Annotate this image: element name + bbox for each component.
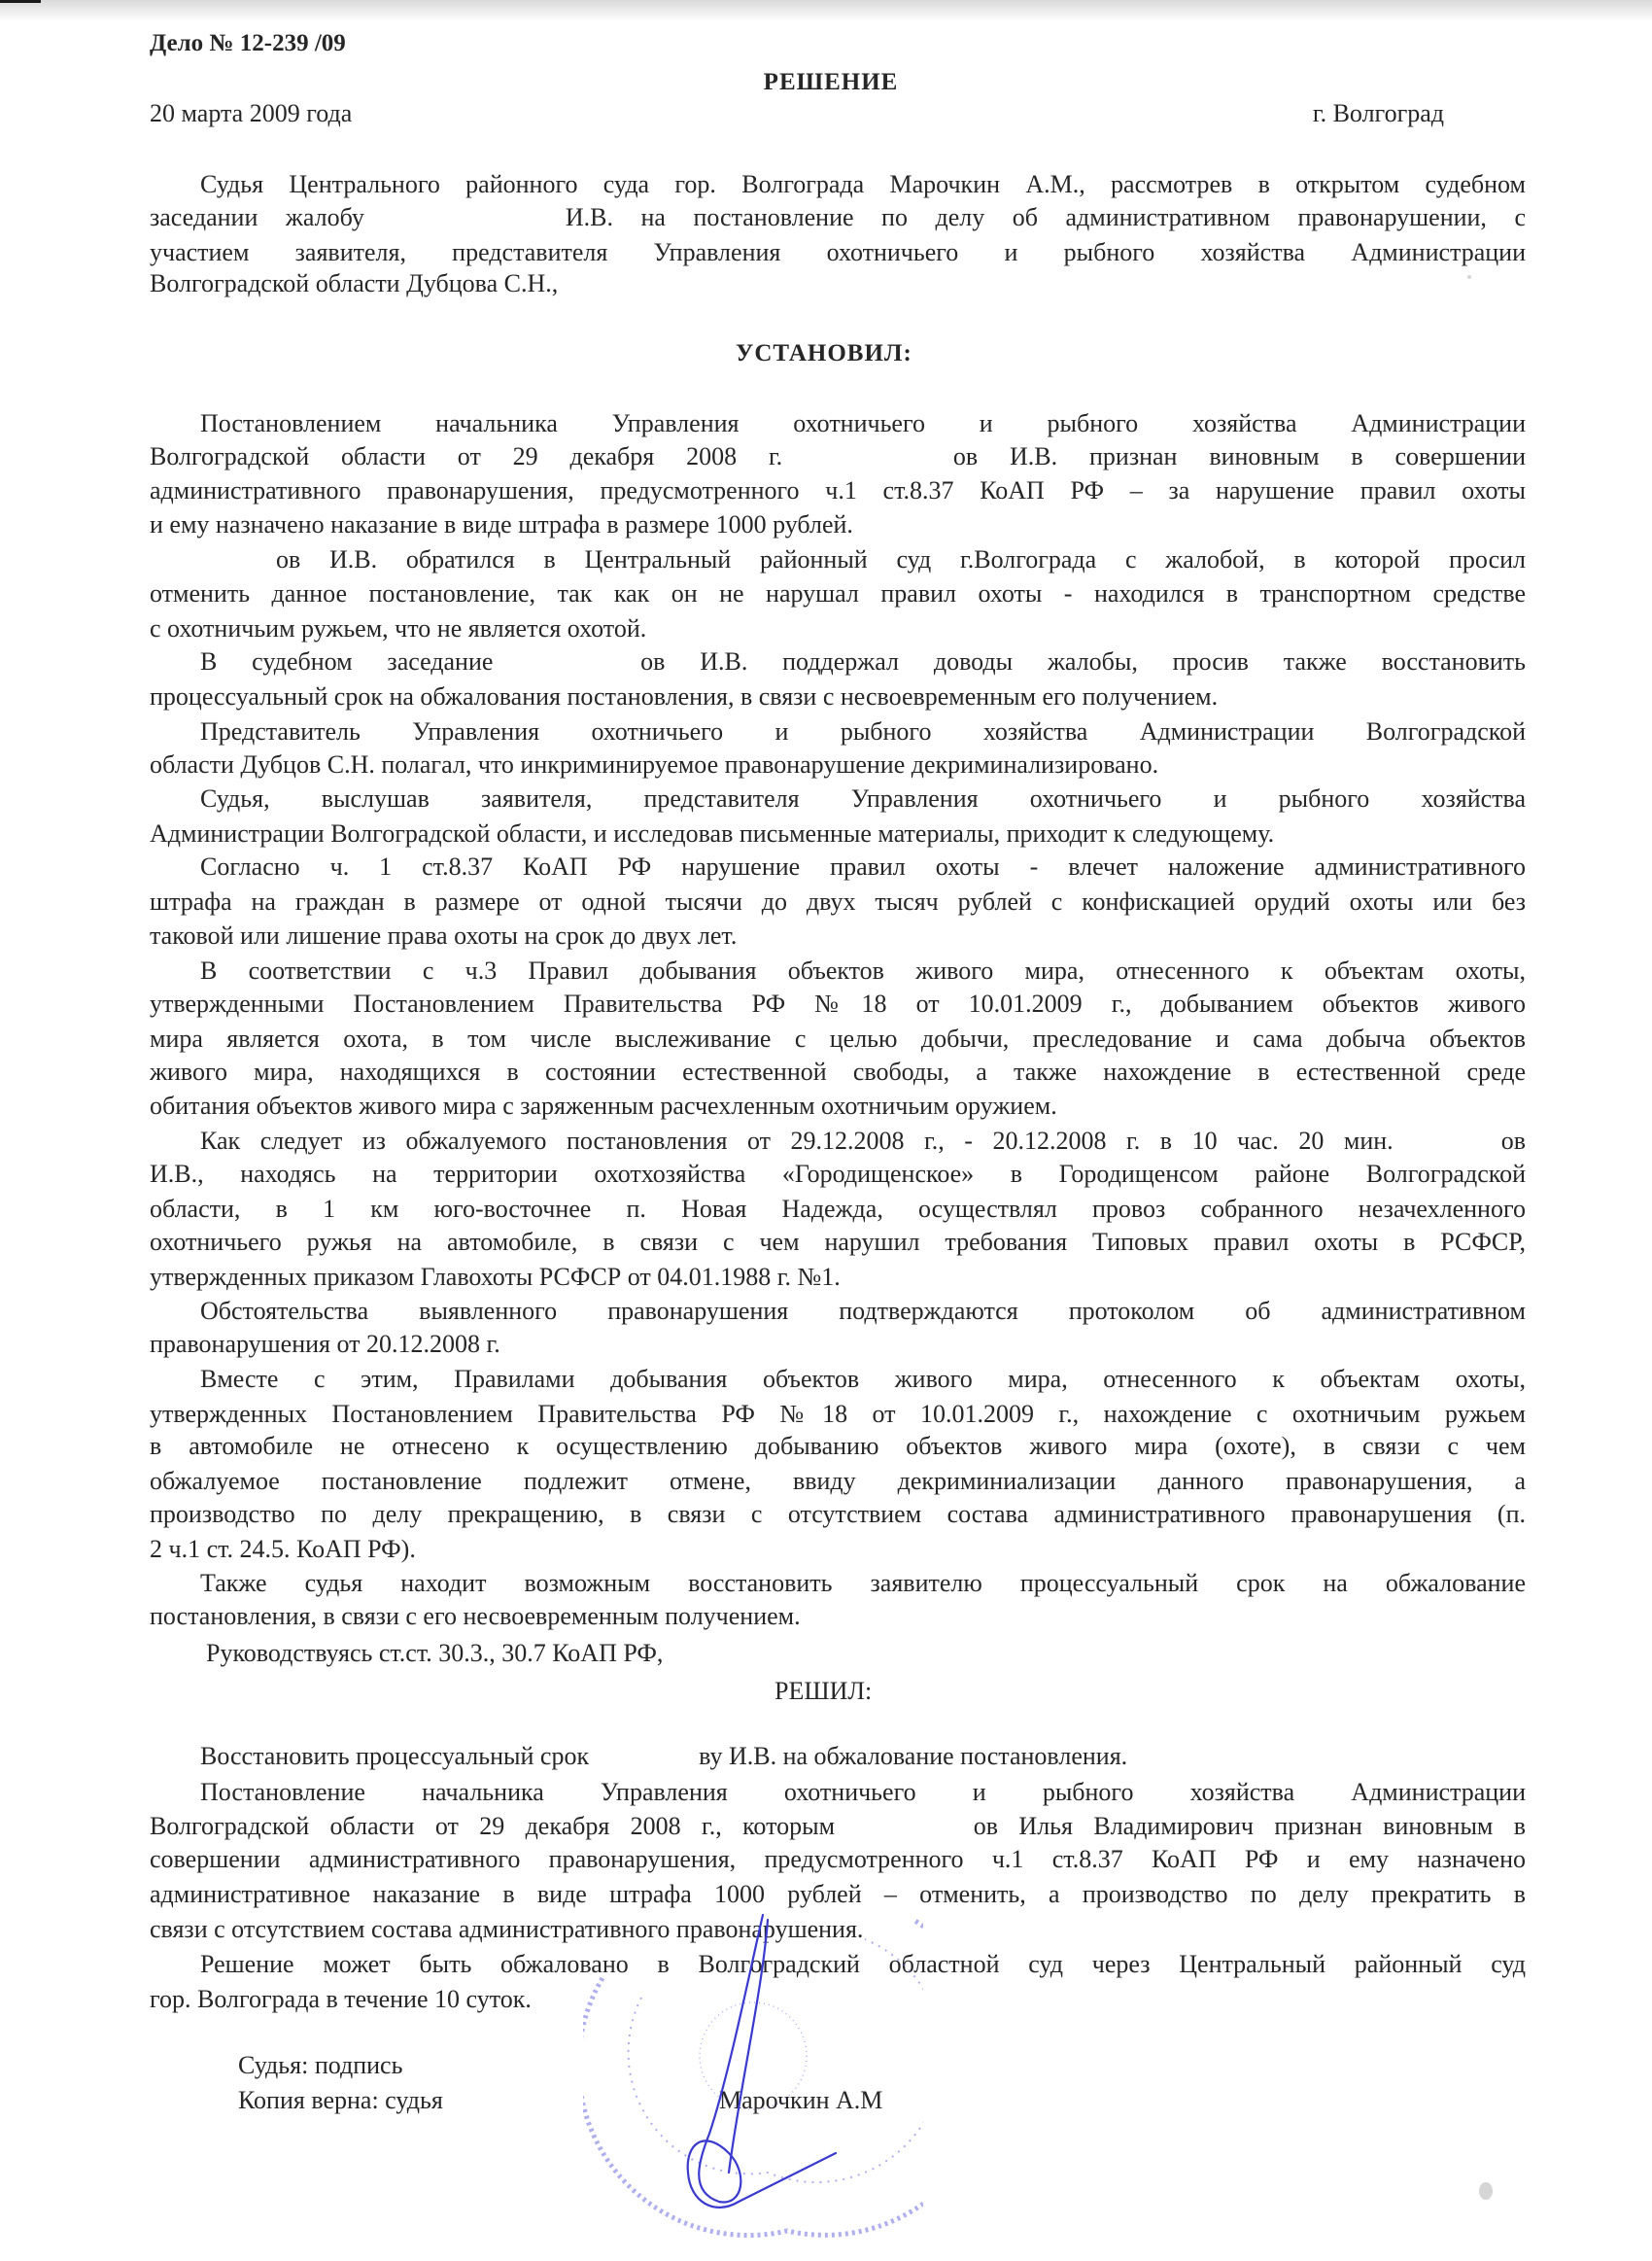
established-line: обжалуемое постановление подлежит отмене, ввиду декриминиализации данного правонарушения, а bbox=[150, 1467, 1526, 1495]
text-fragment: ов bbox=[1500, 1127, 1527, 1155]
decided-line: Решение может быть обжаловано в Волгоградский областной суд через Центральный районный суд bbox=[200, 1950, 1526, 1978]
scan-top-shadow bbox=[0, 0, 1652, 21]
established-line: обитания объектов живого мира с заряженным расчехленным охотничьим оружием. bbox=[150, 1092, 1057, 1120]
established-line: процессуальный срок на обжалования постановления, в связи с несвоевременным его получением. bbox=[150, 682, 1219, 711]
established-line: утвержденных Постановлением Правительства РФ №18 от 10.01.2009 г., нахождение с охотничьим ружьем bbox=[150, 1400, 1526, 1428]
seal-inner-ring bbox=[629, 1939, 923, 2182]
intro-line: участием заявителя, представителя Управления охотничьего и рыбного хозяйства Администрации bbox=[150, 238, 1526, 266]
seal-outer-ring bbox=[583, 1920, 923, 2236]
judge-name: Марочкин А.М bbox=[719, 2086, 883, 2114]
established-line: Руководствуясь ст.ст. 30.3., 30.7 КоАП РФ, bbox=[206, 1639, 664, 1667]
established-line: Администрации Волгоградской области, и исследовав письменные материалы, приходит к следующему. bbox=[150, 819, 1275, 848]
court-seal-stamp bbox=[583, 1881, 923, 2241]
established-line: утвержденных приказом Главохоты РСФСР от 04.01.1988 г. №1. bbox=[150, 1263, 841, 1291]
text-fragment: Как следует из обжалуемого постановления от 29.12.2008 г., - 20.12.2008 г. в 10 час. 20 мин. bbox=[200, 1127, 1394, 1155]
established-line: штрафа на граждан в размере от одной тысячи до двух тысяч рублей с конфискацией орудий охоты или без bbox=[150, 887, 1526, 916]
document-title: РЕШЕНИЕ bbox=[763, 69, 899, 95]
established-line: Вместе с этим, Правилами добывания объектов живого мира, отнесенного к объектам охоты, bbox=[200, 1365, 1526, 1393]
established-line: Обстоятельства выявленного правонарушения подтверждаются протоколом об административном bbox=[200, 1297, 1526, 1325]
seal-emblem bbox=[700, 2002, 807, 2109]
text-fragment: ов Илья Владимирович признан виновным в bbox=[973, 1812, 1527, 1840]
text-fragment: ву И.В. на обжалование постановления. bbox=[699, 1742, 1128, 1770]
intro-line bbox=[150, 203, 1526, 232]
established-line: охотничьего ружья на автомобиле, в связи с чем нарушил требования Типовых правил охоты в РСФСР, bbox=[150, 1228, 1526, 1256]
established-line: И.В., находясь на территории охотхозяйства «Городищенское» в Городищенсом районе Волгоградской bbox=[150, 1160, 1526, 1188]
text-fragment: И.В. на постановление по делу об административном правонарушении, с bbox=[565, 203, 1526, 231]
text-fragment: В судебном заседание bbox=[200, 647, 494, 676]
decided-line bbox=[150, 1812, 1526, 1841]
decision-city: г. Волгоград bbox=[1312, 99, 1444, 127]
established-line: правонарушения от 20.12.2008 г. bbox=[150, 1330, 500, 1358]
case-number: Дело № 12-239 /09 bbox=[150, 30, 346, 56]
text-fragment: Восстановить процессуальный срок bbox=[200, 1742, 590, 1770]
established-line: В соответствии с ч.3 Правил добывания объектов живого мира, отнесенного к объектам охоты, bbox=[200, 957, 1526, 985]
text-fragment: заседании жалобу bbox=[150, 203, 364, 231]
established-line: утвержденными Постановлением Правительства РФ №18 от 10.01.2009 г., добыванием объектов живого bbox=[150, 990, 1526, 1018]
established-line bbox=[200, 647, 1526, 677]
established-line: отменить данное постановление, так как он не нарушал правил охоты - находился в транспортном средстве bbox=[150, 579, 1526, 608]
decision-date: 20 марта 2009 года bbox=[150, 99, 353, 127]
intro-line: Волгоградской области Дубцова С.Н., bbox=[150, 269, 559, 297]
judge-signature-label: Судья: подпись bbox=[238, 2051, 403, 2079]
text-fragment: ов И.В. признан виновным в совершении bbox=[952, 442, 1527, 470]
scan-corner-mark bbox=[0, 0, 41, 3]
copy-certified-label: Копия верна: судья bbox=[238, 2086, 443, 2114]
established-line: административного правонарушения, предусмотренного ч.1 ст.8.37 КоАП РФ – за нарушение правил охоты bbox=[150, 476, 1526, 504]
established-line: с охотничьим ружьем, что не является охотой. bbox=[150, 614, 647, 643]
text-fragment: Волгоградской области от 29 декабря 2008 г. bbox=[150, 442, 783, 470]
established-line: и ему назначено наказание в виде штрафа в размере 1000 рублей. bbox=[150, 510, 853, 539]
scan-artifact bbox=[1467, 275, 1471, 279]
established-line: Согласно ч. 1 ст.8.37 КоАП РФ нарушение правил охоты - влечет наложение административного bbox=[200, 852, 1526, 881]
scan-artifact bbox=[1479, 2182, 1493, 2200]
established-line: производство по делу прекращению, в связи с отсутствием состава административного правонарушения (п. bbox=[150, 1500, 1526, 1528]
established-line: Постановлением начальника Управления охотничьего и рыбного хозяйства Администрации bbox=[200, 409, 1526, 437]
established-line: таковой или лишение права охоты на срок до двух лет. bbox=[150, 922, 738, 950]
established-line bbox=[200, 1127, 1526, 1156]
decided-line: связи с отсутствием состава административного правонарушения. bbox=[150, 1915, 864, 1943]
established-line: Судья, выслушав заявителя, представителя Управления охотничьего и рыбного хозяйства bbox=[200, 784, 1526, 813]
established-line bbox=[150, 442, 1526, 471]
decided-heading: РЕШИЛ: bbox=[774, 1677, 873, 1705]
decided-line: гор. Волгограда в течение 10 суток. bbox=[150, 1985, 532, 2013]
decided-line: совершении административного правонарушения, предусмотренного ч.1 ст.8.37 КоАП РФ и ему назначено bbox=[150, 1845, 1526, 1873]
established-line: Также судья находит возможным восстановить заявителю процессуальный срок на обжалование bbox=[200, 1569, 1526, 1597]
text-fragment: Волгоградской области от 29 декабря 2008 г., которым bbox=[150, 1812, 836, 1840]
intro-line: Судья Центрального районного суда гор. Волгограда Марочкин А.М., рассмотрев в открытом судебном bbox=[200, 170, 1526, 198]
decided-line: Постановление начальника Управления охотничьего и рыбного хозяйства Администрации bbox=[200, 1778, 1526, 1806]
established-line: постановления, в связи с его несвоевременным получением. bbox=[150, 1602, 801, 1630]
established-line: в автомобиле не отнесено к осуществлению добыванию объектов живого мира (охоте), в связи с чем bbox=[150, 1432, 1526, 1460]
text-fragment: ов И.В. поддержал доводы жалобы, просив также восстановить bbox=[640, 647, 1526, 676]
established-line: 2 ч.1 ст. 24.5. КоАП РФ). bbox=[150, 1535, 416, 1563]
established-line: области, в 1 км юго-восточнее п. Новая Надежда, осуществлял провоз собранного незачехленного bbox=[150, 1195, 1526, 1223]
signature-icon bbox=[688, 1915, 836, 2208]
established-line: ов И.В. обратился в Центральный районный суд г.Волгограда с жалобой, в которой просил bbox=[276, 545, 1526, 574]
established-line: живого мира, находящихся в состоянии естественной свободы, а также нахождение в естественной среде bbox=[150, 1058, 1526, 1086]
seal-rings bbox=[583, 1920, 923, 2236]
decided-line bbox=[200, 1742, 1526, 1771]
established-line: области Дубцов С.Н. полагал, что инкриминируемое правонарушение декриминализировано. bbox=[150, 750, 1159, 779]
established-line: мира является охота, в том числе выслеживание с целью добычи, преследование и сама добыча объектов bbox=[150, 1025, 1526, 1053]
established-heading: УСТАНОВИЛ: bbox=[736, 340, 912, 366]
decided-line: административное наказание в виде штрафа 1000 рублей – отменить, а производство по делу прекратить в bbox=[150, 1880, 1526, 1908]
established-line: Представитель Управления охотничьего и рыбного хозяйства Администрации Волгоградской bbox=[200, 717, 1526, 746]
